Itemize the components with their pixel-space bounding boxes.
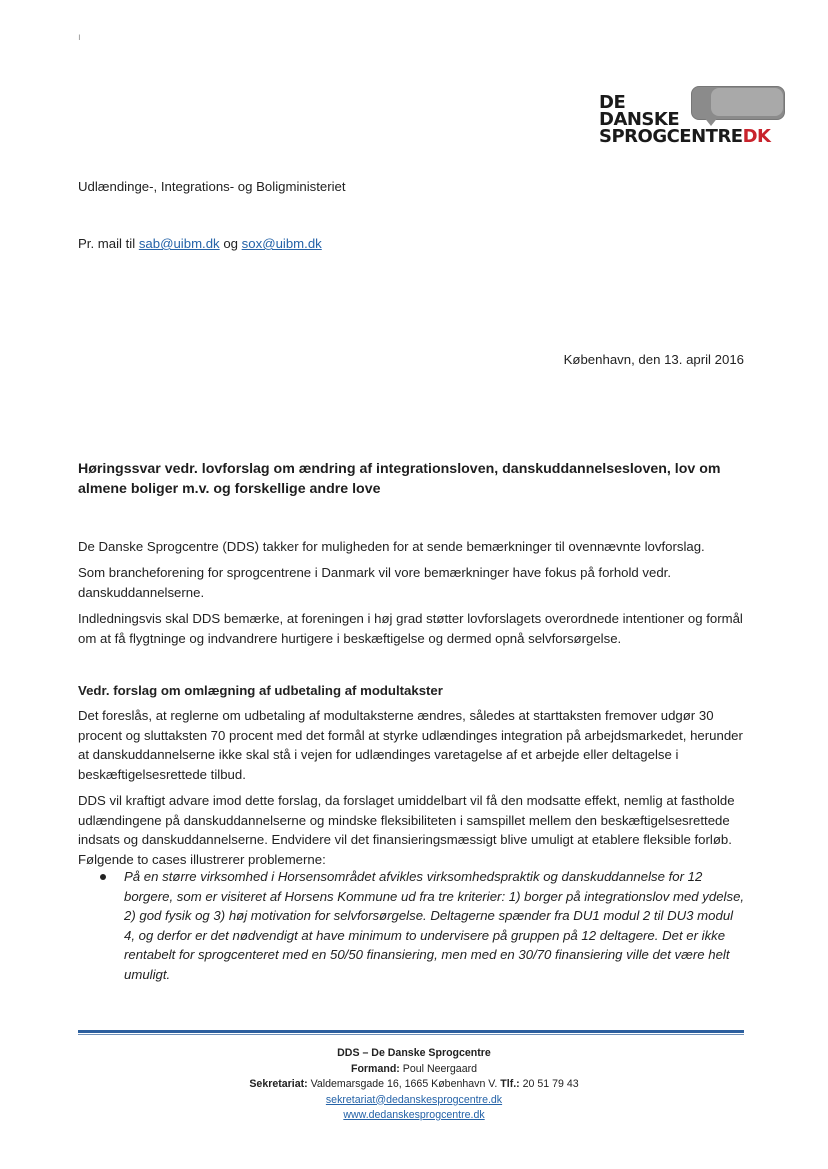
recipient: Udlændinge-, Integrations- og Boligministeriet <box>78 179 346 194</box>
footer-chair-label: Formand: <box>350 1062 400 1075</box>
letter-footer <box>0 1046 828 1124</box>
paragraph-warning: DDS vil kraftigt advare imod dette forslag, da forslaget umiddelbart vil få den modsatte effekt, nemlig at fastholde udlændingene på danskuddannelserne og mindske fleksibiliteten i samspillet mellem den beskæftigelsesrettede indsats og danskuddannelserne. Endvidere vil det finansieringsmæssigt blive umuligt at etablere fleksible forløb. Følgende to cases illustrerer problemerne: <box>78 793 735 867</box>
speech-bubble-highlight <box>711 88 783 116</box>
footer-phone: 20 51 79 43 <box>522 1078 579 1090</box>
email-link-2[interactable]: sox@uibm.dk <box>241 236 322 251</box>
footer-website-link[interactable]: www.dedanskesprogcentre.dk <box>343 1109 485 1121</box>
logo-line-2: DANSKE <box>599 109 680 130</box>
footer-secretariat-label: Sekretariat: <box>249 1078 308 1090</box>
speech-bubble-tail <box>703 116 719 126</box>
dds-logo <box>599 84 789 150</box>
footer-divider-thin <box>78 1034 744 1035</box>
footer-address: Valdemarsgade 16, 1665 København V. <box>310 1078 498 1090</box>
logo-line-3 <box>599 128 771 145</box>
footer-org: DDS – De Danske Sprogcentre <box>337 1047 491 1059</box>
footer-divider <box>78 1030 744 1033</box>
corner-mark: ı <box>78 32 81 43</box>
footer-email-link[interactable]: sekretariat@dedanskesprogcentre.dk <box>325 1093 503 1106</box>
letter-date: København, den 13. april 2016 <box>563 352 744 367</box>
letter-title: Høringssvar vedr. lovforslag om ændring af integrationsloven, danskuddannelsesloven, lov om almene boliger m.v. og forskellige andre love <box>78 461 721 497</box>
paragraph-intro: De Danske Sprogcentre (DDS) takker for muligheden for at sende bemærkninger til ovennævnte lovforslag. <box>78 539 705 554</box>
paragraph-support: Indledningsvis skal DDS bemærke, at foreningen i høj grad støtter lovforslagets overordnede intentioner og formål om at få flygtninge og indvandrere hurtigere i beskæftigelse og dermed opnå selvforsørgelse. <box>78 611 743 646</box>
logo-accent-text: DK <box>742 126 771 147</box>
footer-phone-label: Tlf.: <box>500 1078 520 1090</box>
email-link-1[interactable]: sab@uibm.dk <box>138 236 220 251</box>
logo-line-1: DE <box>599 92 626 113</box>
bullet-icon <box>100 874 106 880</box>
logo-main-text: SPROGCENTRE <box>599 126 743 147</box>
paragraph-proposal: Det foreslås, at reglerne om udbetaling af modultaksterne ændres, således at starttaksten fremover udgør 30 procent og sluttaksten 70 procent med det formål at styrke udlændinges integration på arbejdsmarkedet, herunder at danskuddannelserne ikke skal stå i vejen for udlændinges varetagelse af et arbejde eller deltagelse i beskæftigelsesrettede tilbud. <box>78 708 743 782</box>
email-prefix: Pr. mail til <box>78 236 136 251</box>
paragraph-focus: Som brancheforening for sprogcentrene i Danmark vil vore bemærkninger have fokus på forhold vedr. danskuddannelserne. <box>78 565 672 600</box>
email-line <box>78 234 322 254</box>
footer-chair: Poul Neergaard <box>402 1062 477 1075</box>
email-joiner: og <box>223 236 238 251</box>
bullet-case-1: På en større virksomhed i Horsensområdet afvikles virksomhedspraktik og danskuddannelse for 12 borgere, som er visiteret af Horsens Kommune ud fra tre kriterier: 1) borger på integrationslov med ydelse, 2) god fysik og 3) høj motivation for selvforsørgelse. Deltagerne spænder fra DU1 modul 2 til DU3 modul 4, og derfor er det nødvendigt at have minimum to undervisere på gruppen på 12 deltagere. Det er ikke rentabelt for sprogcenteret med en 50/50 finansiering, men med en 30/70 finansiering ville det være helt umuligt. <box>124 869 745 982</box>
section-heading: Vedr. forslag om omlægning af udbetaling af modultakster <box>78 683 443 698</box>
